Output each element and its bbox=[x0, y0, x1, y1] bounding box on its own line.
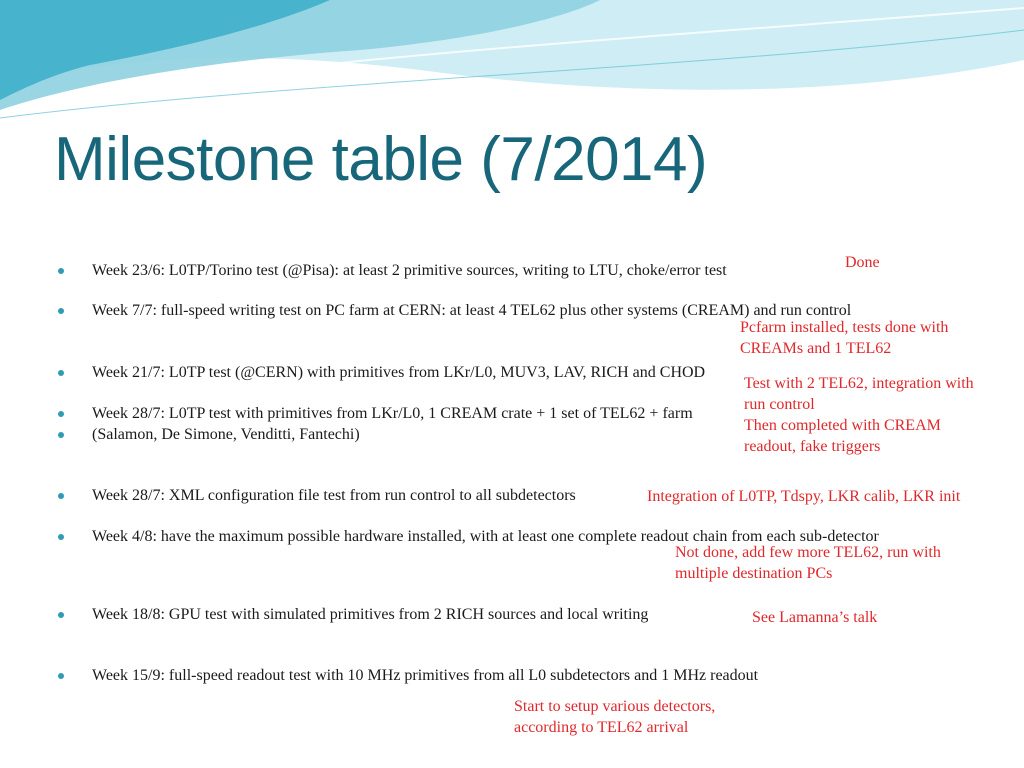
bullet-dot-icon bbox=[58, 612, 64, 618]
list-item-text: Week 21/7: L0TP test (@CERN) with primitives from LKr/L0, MUV3, LAV, RICH and CHOD bbox=[92, 364, 706, 381]
status-note-notdone: Not done, add few more TEL62, run with multiple destination PCs bbox=[675, 544, 941, 582]
bullet-dot-icon bbox=[58, 308, 64, 314]
list-item bbox=[58, 262, 964, 279]
bullet-dot-icon bbox=[58, 411, 64, 417]
bullet-dot-icon bbox=[58, 370, 64, 376]
list-item-text: Week 4/8: have the maximum possible hardware installed, with at least one complete readout chain from each sub-detector bbox=[92, 528, 879, 545]
list-item bbox=[58, 667, 964, 684]
status-note-done: Done bbox=[845, 254, 880, 271]
status-note-pcfarm: Pcfarm installed, tests done with CREAMs and 1 TEL62 bbox=[740, 319, 949, 357]
bullet-dot-icon bbox=[58, 268, 64, 274]
list-item-text: Week 18/8: GPU test with simulated primitives from 2 RICH sources and local writing bbox=[92, 606, 649, 623]
bullet-dot-icon bbox=[58, 534, 64, 540]
status-note-tel62: Test with 2 TEL62, integration with run control Then completed with CREAM readout, fake triggers bbox=[744, 375, 974, 455]
status-note-setup: Start to setup various detectors, according to TEL62 arrival bbox=[514, 698, 716, 736]
list-item-text: Week 7/7: full-speed writing test on PC farm at CERN: at least 4 TEL62 plus other systems (CREAM) and run control bbox=[92, 302, 852, 319]
slide-title: Milestone table (7/2014) bbox=[54, 125, 708, 194]
header-wave-decoration bbox=[0, 0, 1024, 130]
bullet-dot-icon bbox=[58, 493, 64, 499]
bullet-dot-icon bbox=[58, 673, 64, 679]
bullet-dot-icon bbox=[58, 432, 64, 438]
list-item-text: Week 28/7: L0TP test with primitives from LKr/L0, 1 CREAM crate + 1 set of TEL62 + farm bbox=[92, 405, 693, 422]
list-item-text: Week 15/9: full-speed readout test with 10 MHz primitives from all L0 subdetectors and 1 MHz readout bbox=[92, 667, 759, 684]
list-item-text: Week 23/6: L0TP/Torino test (@Pisa): at least 2 primitive sources, writing to LTU, choke/error test bbox=[92, 262, 727, 279]
list-item-text: Week 28/7: XML configuration file test from run control to all subdetectors bbox=[92, 487, 576, 504]
status-note-lamanna: See Lamanna’s talk bbox=[752, 609, 878, 626]
status-note-integration: Integration of L0TP, Tdspy, LKR calib, LKR init bbox=[647, 488, 961, 505]
list-item-text: (Salamon, De Simone, Venditti, Fantechi) bbox=[92, 426, 360, 443]
